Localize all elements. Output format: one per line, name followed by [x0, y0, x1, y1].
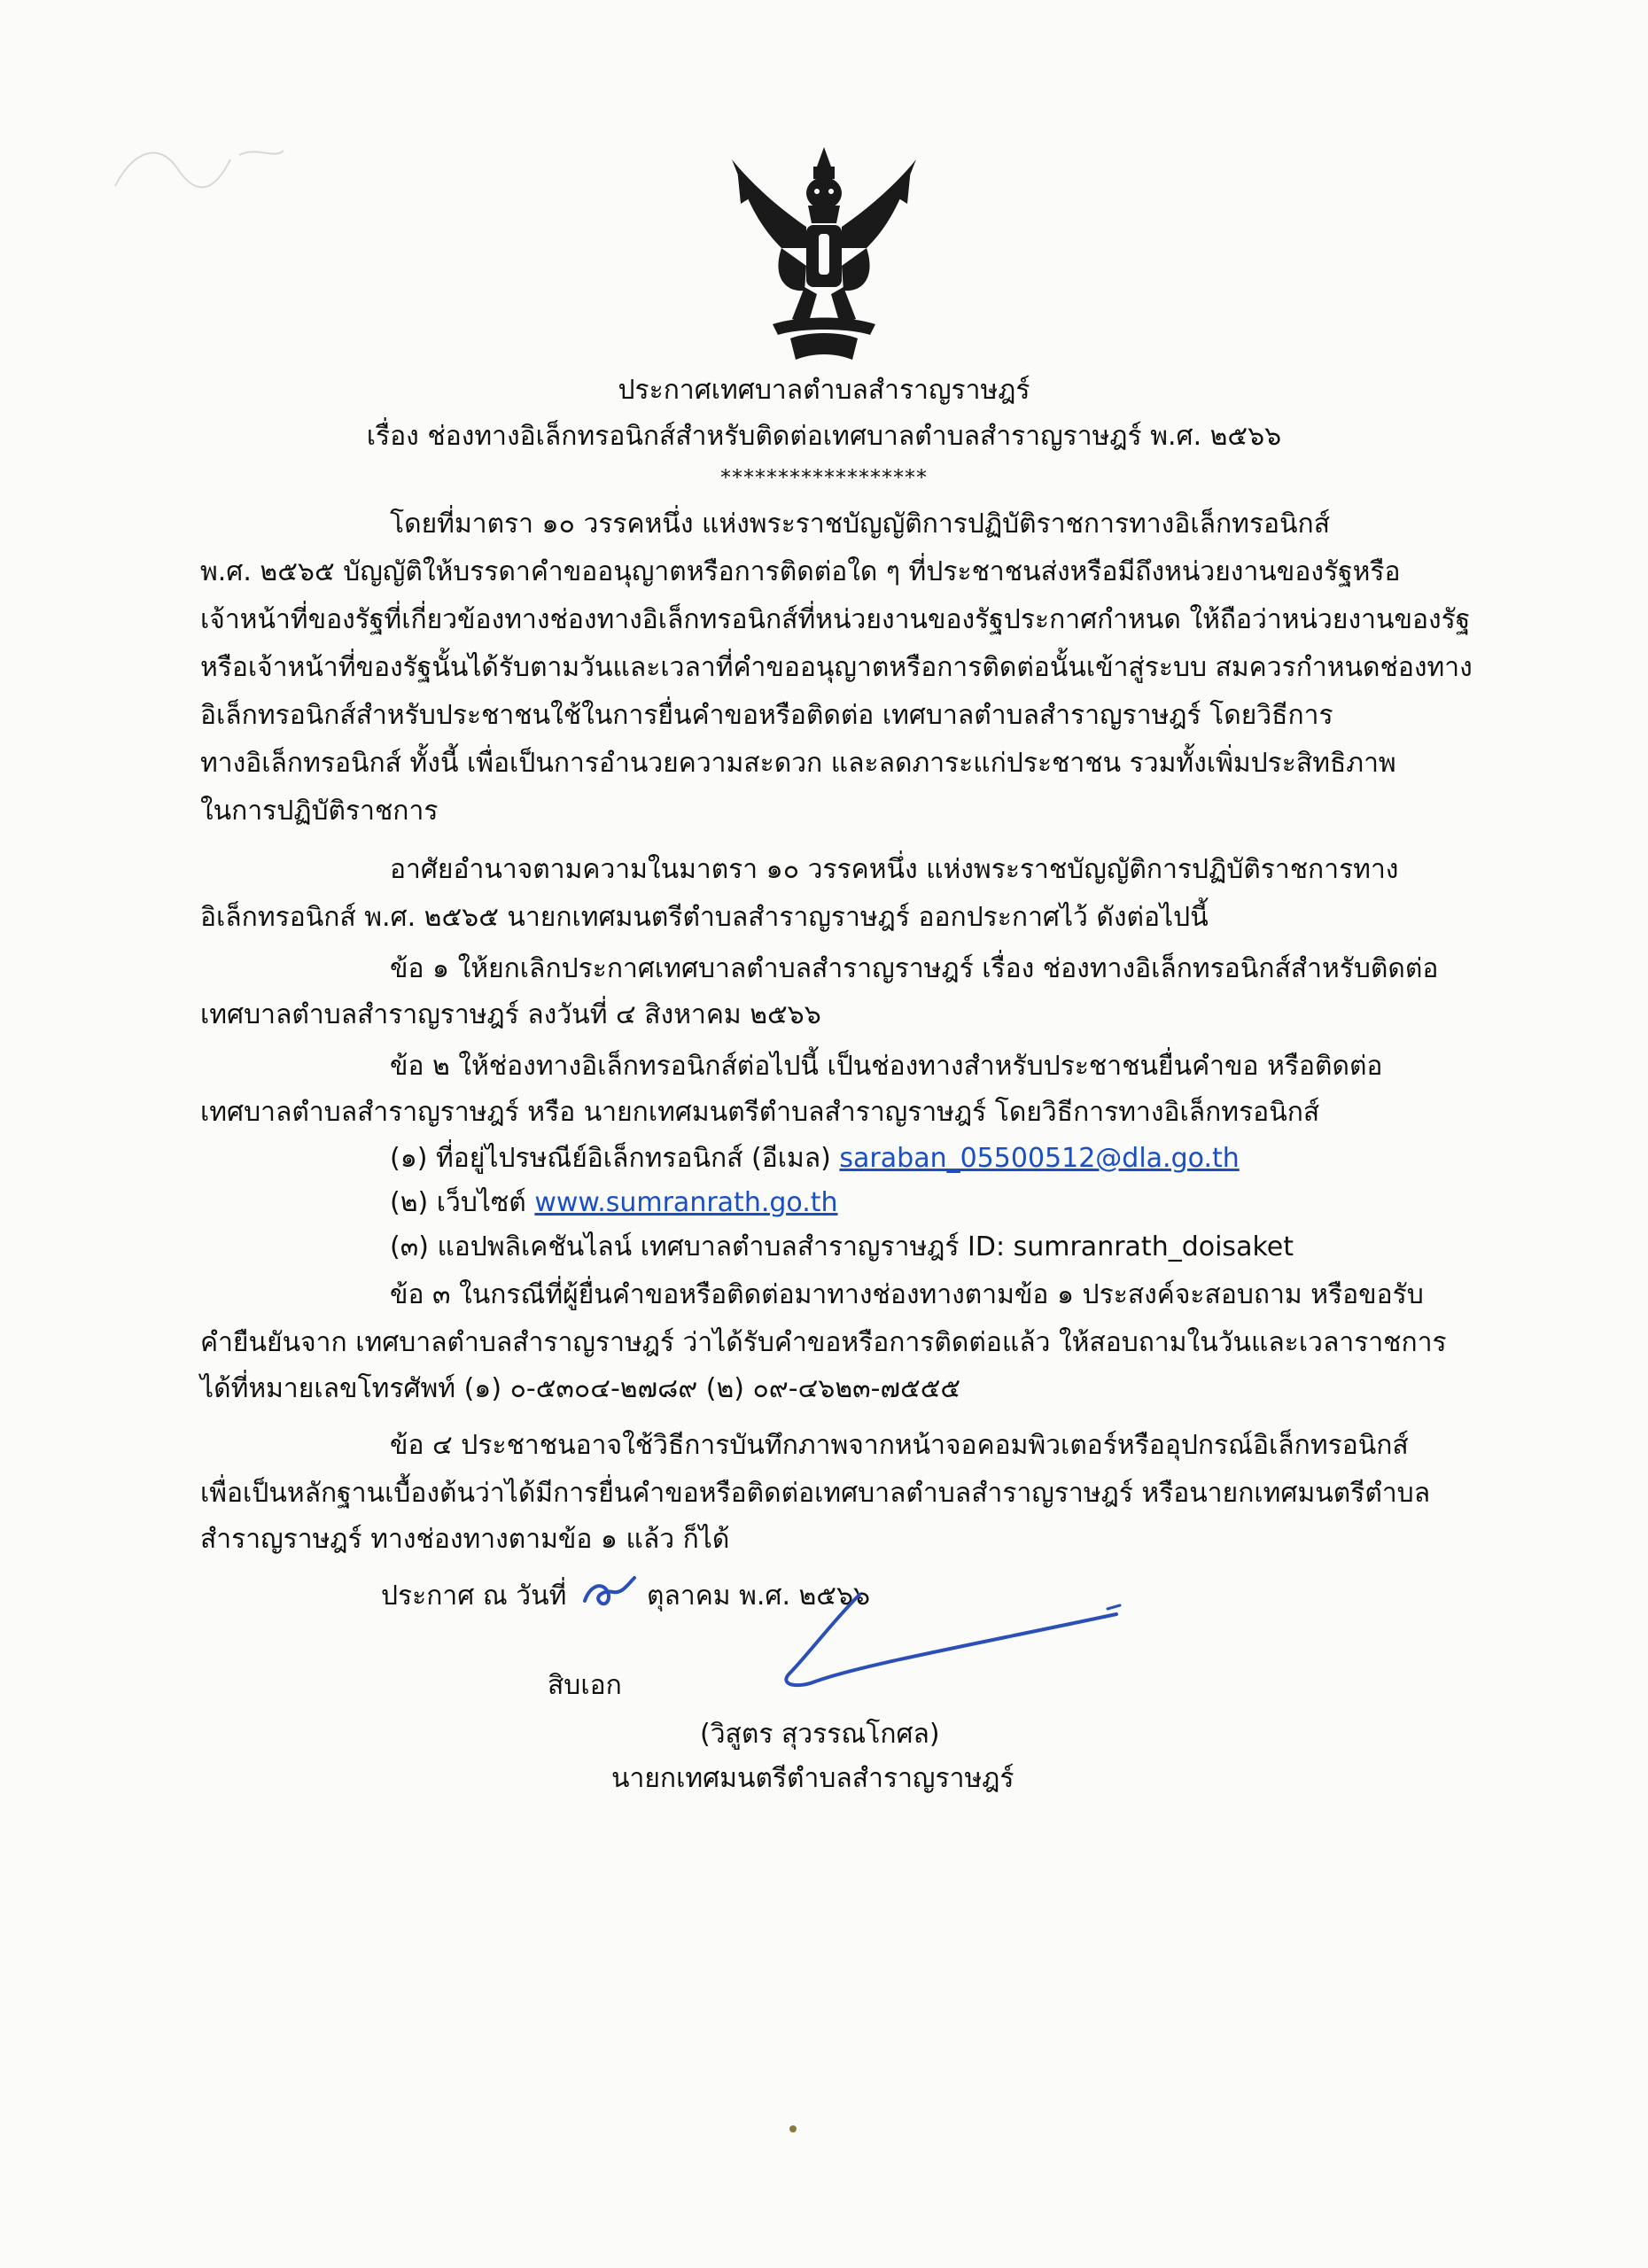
- channel-website-label: (๒) เว็บไซต์: [390, 1187, 526, 1218]
- text-line: อิเล็กทรอนิกส์สำหรับประชาชนใช้ในการยื่นคำขอหรือติดต่อ เทศบาลตำบลสำราญราษฎร์ โดยวิธีการ: [200, 700, 1333, 731]
- text-line: ข้อ ๒ ให้ช่องทางอิเล็กทรอนิกส์ต่อไปนี้ เป็นช่องทางสำหรับประชาชนยื่นคำขอ หรือติดต่อ: [390, 1051, 1383, 1082]
- email-link[interactable]: saraban_05500512@dla.go.th: [839, 1143, 1240, 1174]
- channel-email-label: (๑) ที่อยู่ไปรษณีย์อิเล็กทรอนิกส์ (อีเมล): [390, 1143, 831, 1174]
- handwritten-day: [572, 1565, 643, 1619]
- text-line: เทศบาลตำบลสำราญราษฎร์ หรือ นายกเทศมนตรีตำบลสำราญราษฎร์ โดยวิธีการทางอิเล็กทรอนิกส์: [200, 1097, 1320, 1128]
- signatory-rank: สิบเอก: [548, 1670, 622, 1701]
- channel-line-app: (๓) แอปพลิเคชันไลน์ เทศบาลตำบลสำราญราษฎร์ ID: sumranrath_doisaket: [390, 1231, 1294, 1262]
- text-line: เจ้าหน้าที่ของรัฐที่เกี่ยวข้องทางช่องทางอิเล็กทรอนิกส์ที่หน่วยงานของรัฐประกาศกำหนด ให้ถือว่าหน่วยงานของรัฐ: [200, 604, 1471, 635]
- text-line: ข้อ ๔ ประชาชนอาจใช้วิธีการบันทึกภาพจากหน้าจอคอมพิวเตอร์หรืออุปกรณ์อิเล็กทรอนิกส์: [390, 1430, 1409, 1461]
- text-line: ได้ที่หมายเลขโทรศัพท์ (๑) ๐-๕๓๐๔-๒๗๘๙ (๒) ๐๙-๔๖๒๓-๗๕๕๕: [200, 1373, 961, 1404]
- text-line: พ.ศ. ๒๕๖๕ บัญญัติให้บรรดาคำขออนุญาตหรือการติดต่อใด ๆ ที่ประชาชนส่งหรือมีถึงหน่วยงานของรัฐหรือ: [200, 556, 1401, 587]
- signatory-name: (วิสูตร สุวรรณโกศล): [700, 1719, 940, 1750]
- text-line: หรือเจ้าหน้าที่ของรัฐนั้นได้รับตามวันและเวลาที่คำขออนุญาตหรือการติดต่อนั้นเข้าสู่ระบบ สมควรกำหนดช่องทาง: [200, 652, 1473, 683]
- text-line: เทศบาลตำบลสำราญราษฎร์ ลงวันที่ ๔ สิงหาคม ๒๕๖๖: [200, 999, 821, 1030]
- channel-email: [390, 1141, 1240, 1177]
- handwritten-day-text: ๙: [572, 1565, 573, 1566]
- text-line: โดยที่มาตรา ๑๐ วรรคหนึ่ง แห่งพระราชบัญญัติการปฏิบัติราชการทางอิเล็กทรอนิกส์: [390, 509, 1331, 540]
- channel-website: [390, 1185, 838, 1221]
- faint-pencil-mark: [106, 133, 301, 213]
- text-line: ในการปฏิบัติราชการ: [200, 796, 439, 827]
- announcement-date-suffix: ตุลาคม พ.ศ. ๒๕๖๖: [647, 1581, 871, 1612]
- text-line: ทางอิเล็กทรอนิกส์ ทั้งนี้ เพื่อเป็นการอำนวยความสะดวก และลดภาระแก่ประชาชน รวมทั้งเพิ่มประสิทธิภาพ: [200, 748, 1396, 779]
- text-line: สำราญราษฎร์ ทางช่องทางตามข้อ ๑ แล้ว ก็ได้: [200, 1524, 730, 1555]
- announcement-date-prefix: ประกาศ ณ วันที่: [381, 1581, 567, 1612]
- title-separator: ******************: [720, 465, 928, 490]
- signature-mark: [727, 1577, 1152, 1701]
- text-line: เพื่อเป็นหลักฐานเบื้องต้นว่าได้มีการยื่นคำขอหรือติดต่อเทศบาลตำบลสำราญราษฎร์ หรือนายกเทศมนตรีตำบล: [200, 1478, 1431, 1509]
- document-title: ประกาศเทศบาลตำบลสำราญราษฎร์: [618, 375, 1030, 406]
- document-subject: เรื่อง ช่องทางอิเล็กทรอนิกส์สำหรับติดต่อเทศบาลตำบลสำราญราษฎร์ พ.ศ. ๒๕๖๖: [366, 421, 1282, 452]
- text-line: ข้อ ๓ ในกรณีที่ผู้ยื่นคำขอหรือติดต่อมาทางช่องทางตามข้อ ๑ ประสงค์จะสอบถาม หรือขอรับ: [390, 1279, 1424, 1310]
- text-line: อิเล็กทรอนิกส์ พ.ศ. ๒๕๖๕ นายกเทศมนตรีตำบลสำราญราษฎร์ ออกประกาศไว้ ดังต่อไปนี้: [200, 902, 1209, 933]
- website-link[interactable]: www.sumranrath.go.th: [534, 1187, 838, 1218]
- text-line: คำยืนยันจาก เทศบาลตำบลสำราญราษฎร์ ว่าได้รับคำขอหรือการติดต่อแล้ว ให้สอบถามในวันและเวลาราชการ: [200, 1327, 1447, 1358]
- ink-speck: [788, 2124, 798, 2134]
- garuda-emblem-icon: [719, 142, 929, 365]
- text-line: อาศัยอำนาจตามความในมาตรา ๑๐ วรรคหนึ่ง แห่งพระราชบัญญัติการปฏิบัติราชการทาง: [390, 854, 1399, 885]
- text-line: ข้อ ๑ ให้ยกเลิกประกาศเทศบาลตำบลสำราญราษฎร์ เรื่อง ช่องทางอิเล็กทรอนิกส์สำหรับติดต่อ: [390, 953, 1439, 984]
- signatory-position: นายกเทศมนตรีตำบลสำราญราษฎร์: [611, 1763, 1014, 1794]
